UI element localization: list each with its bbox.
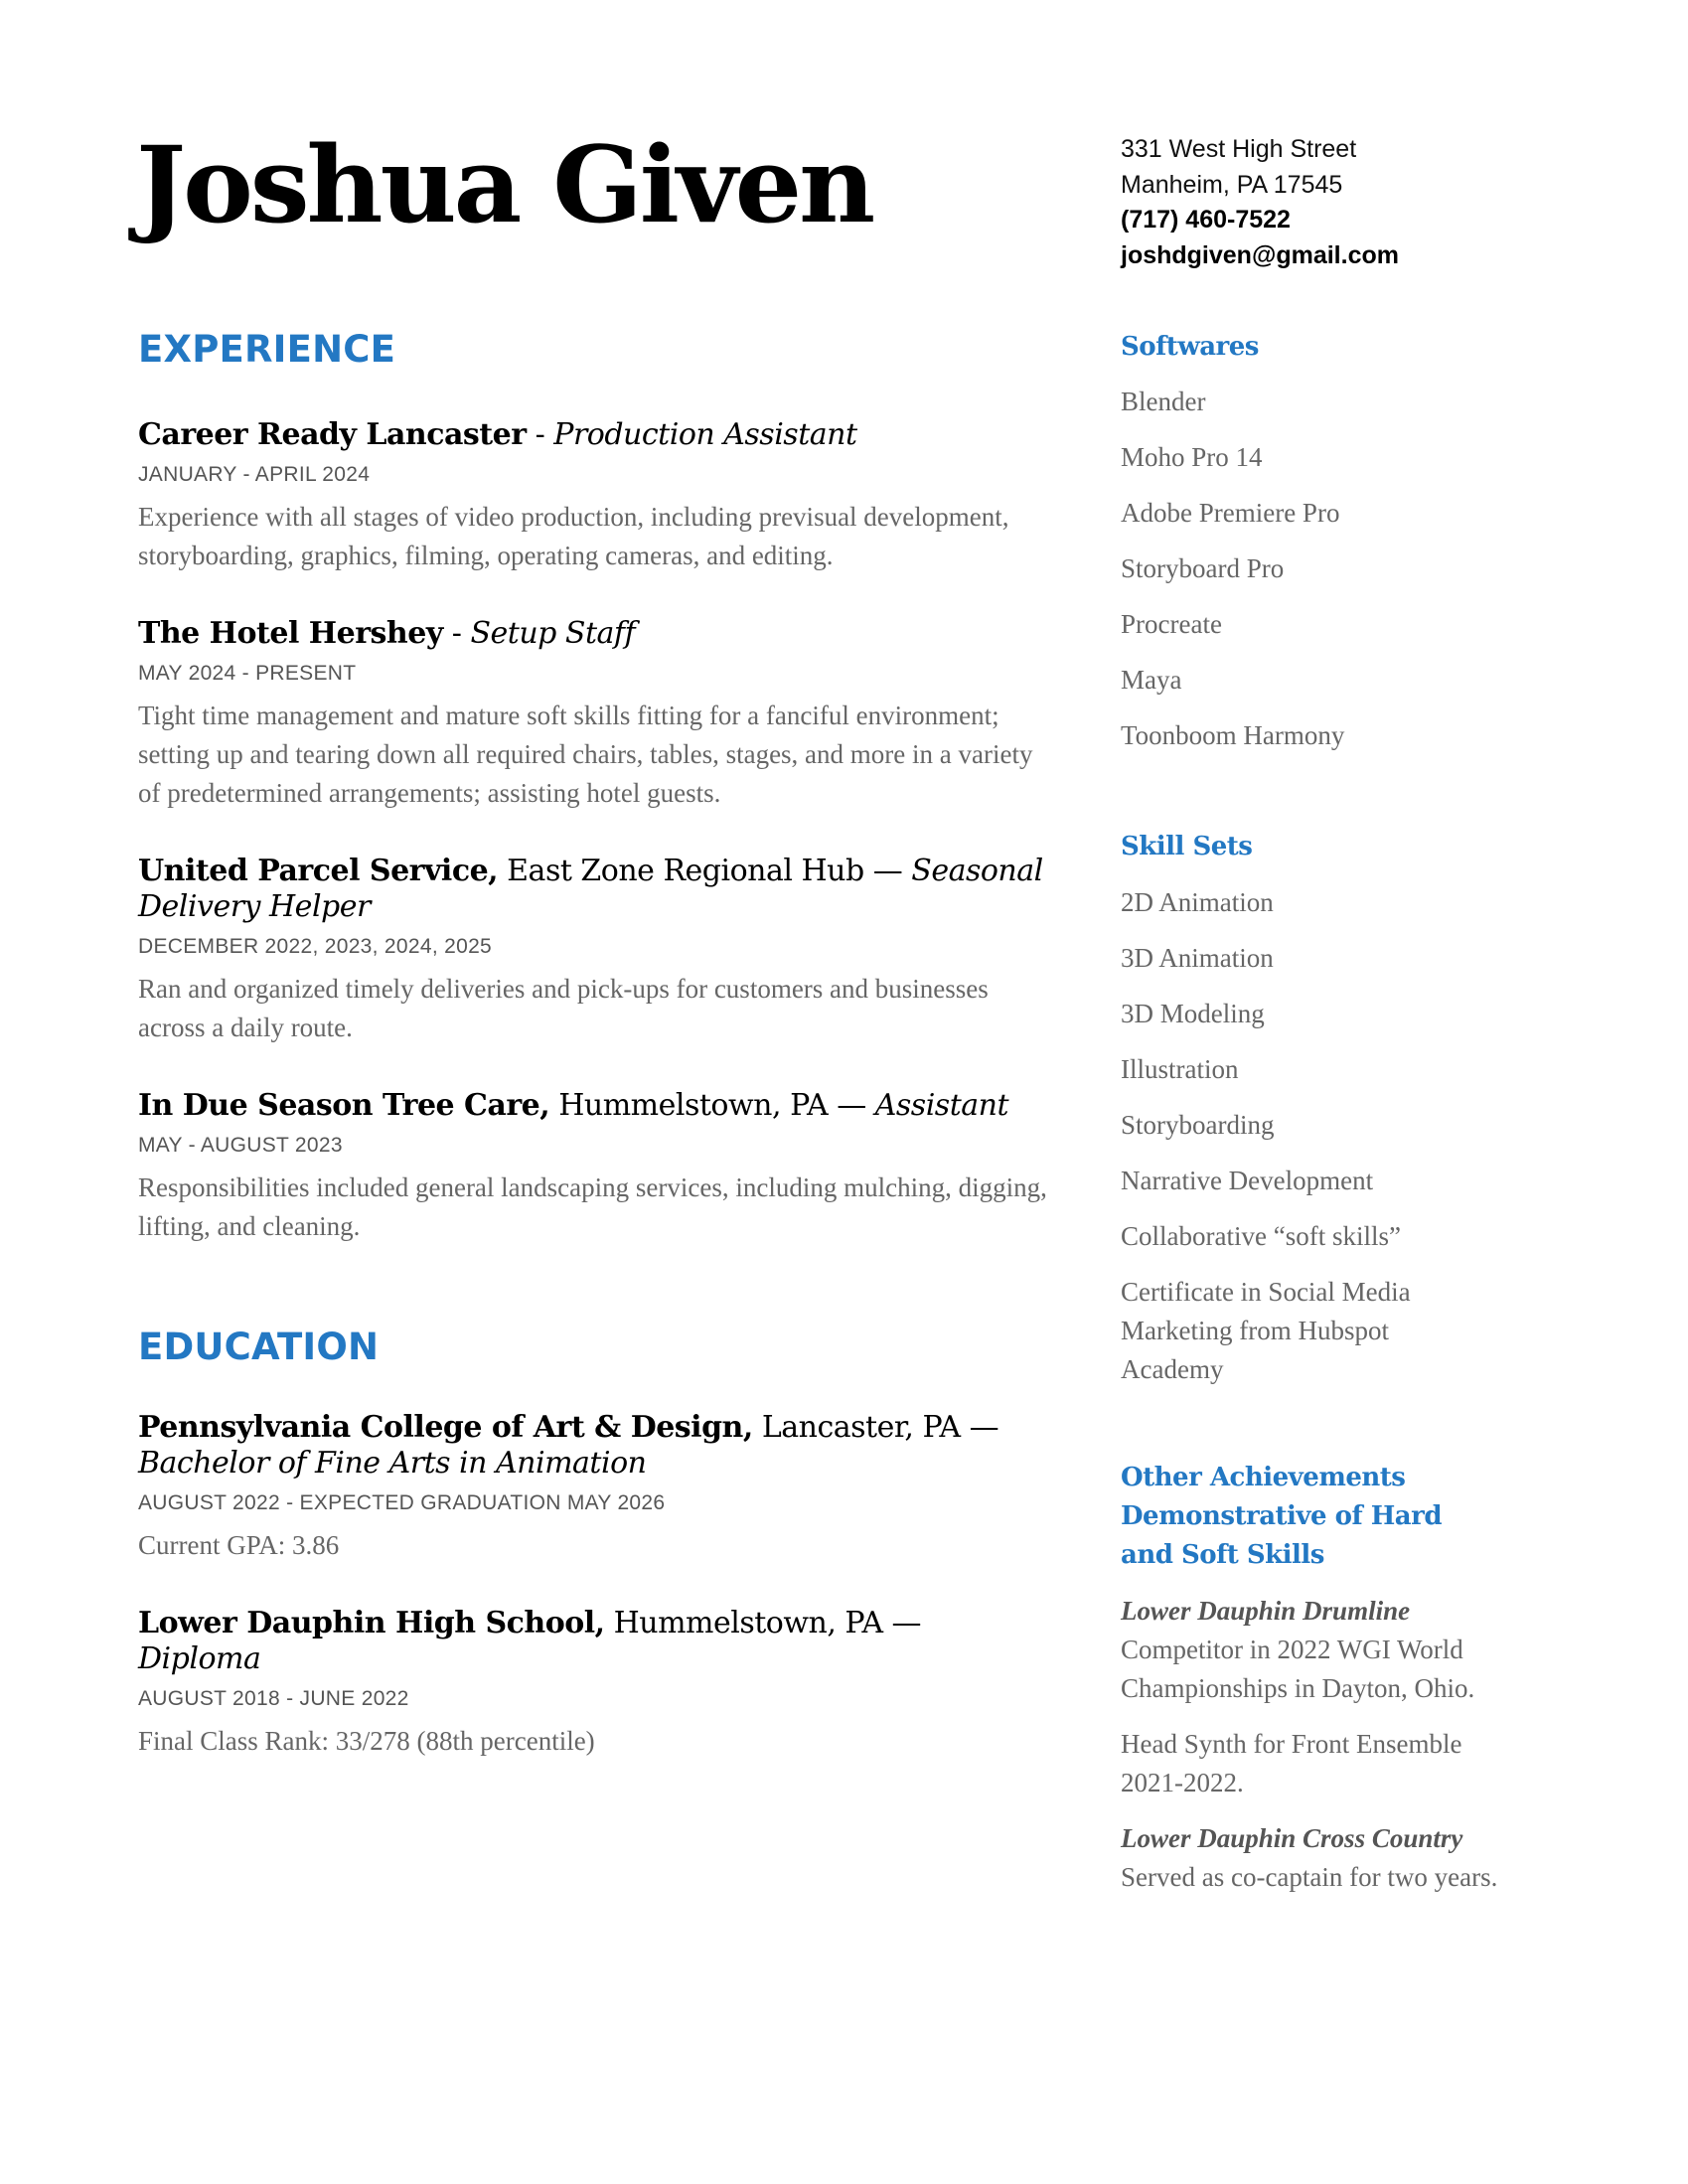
entry-dates: MAY - AUGUST 2023 [138,1134,343,1158]
entry-separator: - [526,417,554,453]
experience-entry [138,616,1052,813]
skill-item: Narrative Development [1121,1166,1374,1195]
skill-item: 3D Modeling [1121,999,1265,1028]
entry-description: Current GPA: 3.86 [138,1529,340,1560]
entry-org: Career Ready Lancaster [138,417,527,453]
skill-item: Collaborative “soft skills” [1121,1221,1401,1251]
education-entry [138,1410,1052,1565]
achievement-title: Lower Dauphin Cross Country [1121,1823,1463,1853]
entry-location: East Zone Regional Hub [498,854,864,889]
entry-description: Responsibilities included general landscaping services, including mulching, digging, lifting, and cleaning. [138,1172,1047,1242]
entry-separator: — [882,1605,922,1640]
email-address: joshdgiven@gmail.com [1121,240,1399,269]
entry-description: Tight time management and mature soft skills fitting for a fanciful environment; setting up and tearing down all required chairs, tables, stages, and more in a variety of predetermined arrangements; assisting hotel guests. [138,701,1033,809]
skill-item: 3D Animation [1121,943,1274,973]
applicant-name: Joshua Given [136,122,873,246]
address-line-2: Manheim, PA 17545 [1121,170,1343,199]
skills-list [1121,883,1518,1389]
entry-separator: — [863,854,912,889]
entry-role: Assistant [874,1088,1009,1124]
softwares-heading: Softwares [1121,332,1259,362]
entry-title [138,1606,1052,1677]
skill-item: Illustration [1121,1054,1239,1084]
entry-title [138,1410,1052,1482]
entry-location: Hummelstown, PA [549,1088,829,1124]
experience-entry [138,854,1052,1047]
phone-number: (717) 460-7522 [1121,206,1291,234]
software-item: Adobe Premiere Pro [1121,498,1340,528]
software-item: Blender [1121,387,1206,416]
achievement-text: Competitor in 2022 WGI World Championships in Dayton, Ohio. [1121,1635,1475,1703]
achievement-item [1121,1592,1498,1708]
entry-org: Lower Dauphin High School, [138,1605,605,1640]
entry-separator: — [960,1409,999,1445]
entry-dates: JANUARY - APRIL 2024 [138,463,371,487]
address-line-1: 331 West High Street [1121,135,1357,163]
achievement-item [1121,1819,1498,1897]
experience-heading: EXPERIENCE [138,328,396,371]
software-item: Moho Pro 14 [1121,442,1263,472]
entry-org: The Hotel Hershey [138,616,443,652]
software-item: Toonboom Harmony [1121,720,1345,750]
education-heading: EDUCATION [138,1326,380,1369]
achievement-title: Lower Dauphin Drumline [1121,1596,1411,1626]
main-column [138,328,1052,1761]
entry-dates: AUGUST 2022 - EXPECTED GRADUATION MAY 2026 [138,1490,666,1514]
software-item: Maya [1121,665,1182,695]
entry-dates: MAY 2024 - PRESENT [138,662,357,686]
entry-role: Diploma [138,1640,261,1676]
entry-separator: — [828,1088,875,1124]
experience-entry [138,1088,1052,1246]
entry-dates: AUGUST 2018 - JUNE 2022 [138,1686,409,1710]
skills-heading: Skill Sets [1121,832,1253,861]
entry-role: Setup Staff [470,616,636,652]
software-item: Storyboard Pro [1121,553,1285,583]
achievement-text: Served as co-captain for two years. [1121,1862,1498,1892]
entry-role: Seasonal Delivery Helper [138,854,1043,925]
entry-description: Ran and organized timely deliveries and pick-ups for customers and businesses across a daily route. [138,974,989,1043]
entry-location: Lancaster, PA [752,1409,961,1445]
education-entry [138,1606,1052,1761]
entry-title [138,616,1052,652]
entry-separator: - [442,616,471,652]
entry-org: Pennsylvania College of Art & Design, [138,1409,753,1445]
entry-dates: DECEMBER 2022, 2023, 2024, 2025 [138,935,493,959]
achievement-item [1121,1725,1498,1802]
entry-location: Hummelstown, PA [604,1605,883,1640]
achievements-heading: Other Achievements Demonstrative of Hard and Soft Skills [1121,1463,1442,1570]
entry-org: In Due Season Tree Care, [138,1088,550,1124]
contact-block [1121,132,1578,273]
skill-item: Certificate in Social Media Marketing from Hubspot Academy [1121,1277,1411,1384]
entry-title [138,417,1052,453]
entry-role: Bachelor of Fine Arts in Animation [138,1445,647,1481]
entry-description: Final Class Rank: 33/278 (88th percentile) [138,1725,595,1756]
skill-item: 2D Animation [1121,887,1274,917]
entry-description: Experience with all stages of video production, including previsual development, storyboarding, graphics, filming, operating cameras, and editing. [138,502,1009,571]
achievement-text: Head Synth for Front Ensemble 2021-2022. [1121,1729,1462,1797]
sidebar-column [1121,328,1518,1897]
entry-role: Production Assistant [553,417,857,453]
softwares-list [1121,383,1518,755]
entry-title [138,854,1052,925]
entry-org: United Parcel Service, [138,854,499,889]
software-item: Procreate [1121,609,1222,639]
skill-item: Storyboarding [1121,1110,1275,1140]
achievements-list [1121,1592,1498,1897]
entry-title [138,1088,1052,1124]
experience-entry [138,417,1052,575]
